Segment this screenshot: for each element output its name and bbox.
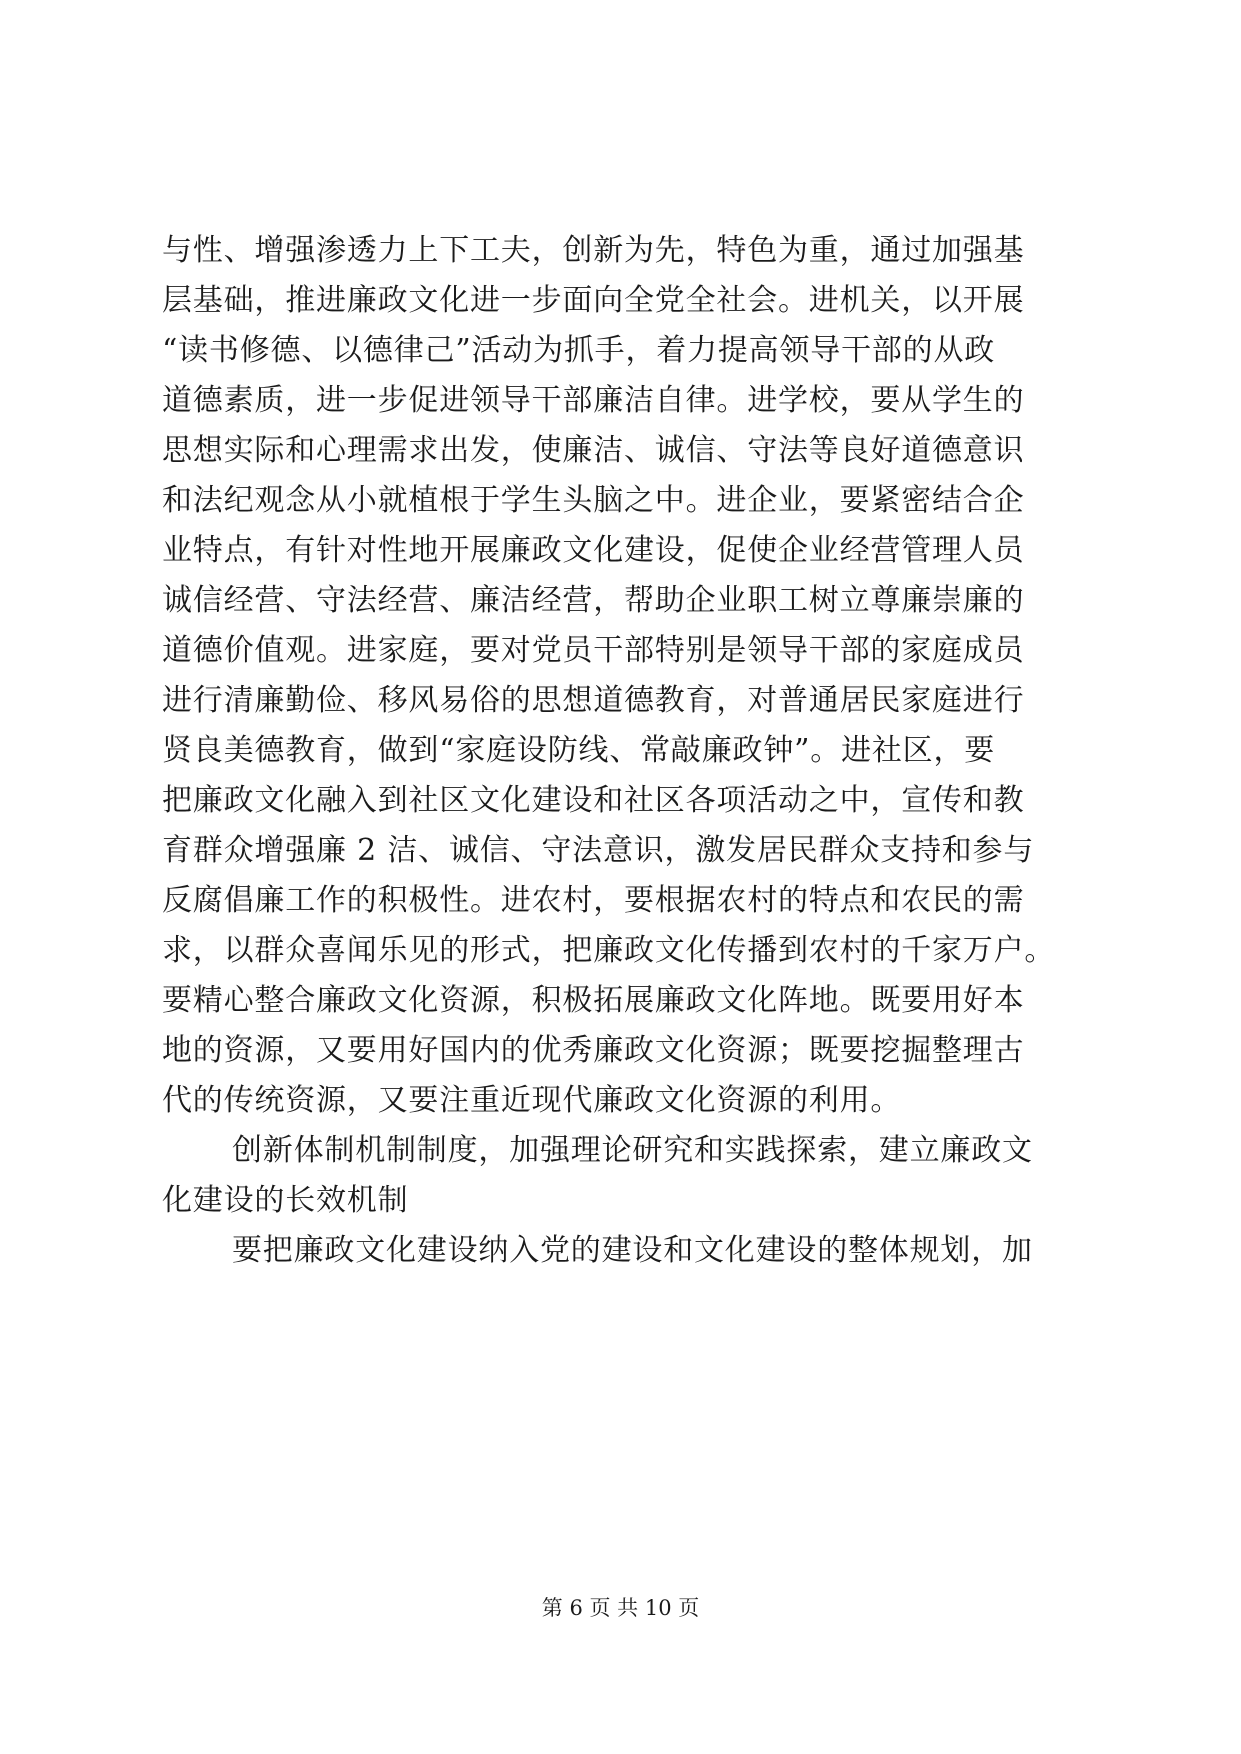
text-line: 要把廉政文化建设纳入党的建设和文化建设的整体规划，加 [232,1233,1033,1268]
page-number-footer: 第 6 页 共 10 页 [541,1596,700,1620]
text-line: 道德价值观。进家庭，要对党员干部特别是领导干部的家庭成员 [162,633,1025,668]
text-line: “读书修德、以德律己”活动为抓手，着力提高领导干部的从政 [162,333,996,368]
text-line: 把廉政文化融入到社区文化建设和社区各项活动之中，宣传和教 [162,783,1025,818]
text-line: 层基础，推进廉政文化进一步面向全党全社会。进机关，以开展 [162,283,1025,318]
text-line: 反腐倡廉工作的积极性。进农村，要根据农村的特点和农民的需 [162,883,1025,918]
document-body [162,226,1082,1276]
section-heading-line: 创新体制机制制度，加强理论研究和实践探索，建立廉政文 [232,1133,1033,1168]
text-line: 业特点，有针对性地开展廉政文化建设，促使企业经营管理人员 [162,533,1025,568]
text-line: 与性、增强渗透力上下工夫，创新为先，特色为重，通过加强基 [162,233,1025,268]
text-line: 求，以群众喜闻乐见的形式，把廉政文化传播到农村的千家万户。 [162,933,1056,968]
text-line: 道德素质，进一步促进领导干部廉洁自律。进学校，要从学生的 [162,383,1025,418]
text-line: 地的资源，又要用好国内的优秀廉政文化资源；既要挖掘整理古 [162,1033,1025,1068]
text-line: 要精心整合廉政文化资源，积极拓展廉政文化阵地。既要用好本 [162,983,1025,1018]
text-line: 和法纪观念从小就植根于学生头脑之中。进企业，要紧密结合企 [162,483,1025,518]
text-line: 进行清廉勤俭、移风易俗的思想道德教育，对普通居民家庭进行 [162,683,1025,718]
text-line: 诚信经营、守法经营、廉洁经营，帮助企业职工树立尊廉崇廉的 [162,583,1025,618]
text-line: 代的传统资源，又要注重近现代廉政文化资源的利用。 [162,1083,902,1118]
text-line: 育群众增强廉 2 洁、诚信、守法意识，激发居民群众支持和参与 [162,833,1035,868]
text-line: 贤良美德教育，做到“家庭设防线、常敲廉政钟”。进社区，要 [162,733,996,768]
text-line: 思想实际和心理需求出发，使廉洁、诚信、守法等良好道德意识 [162,433,1025,468]
section-heading-line: 化建设的长效机制 [162,1183,409,1218]
